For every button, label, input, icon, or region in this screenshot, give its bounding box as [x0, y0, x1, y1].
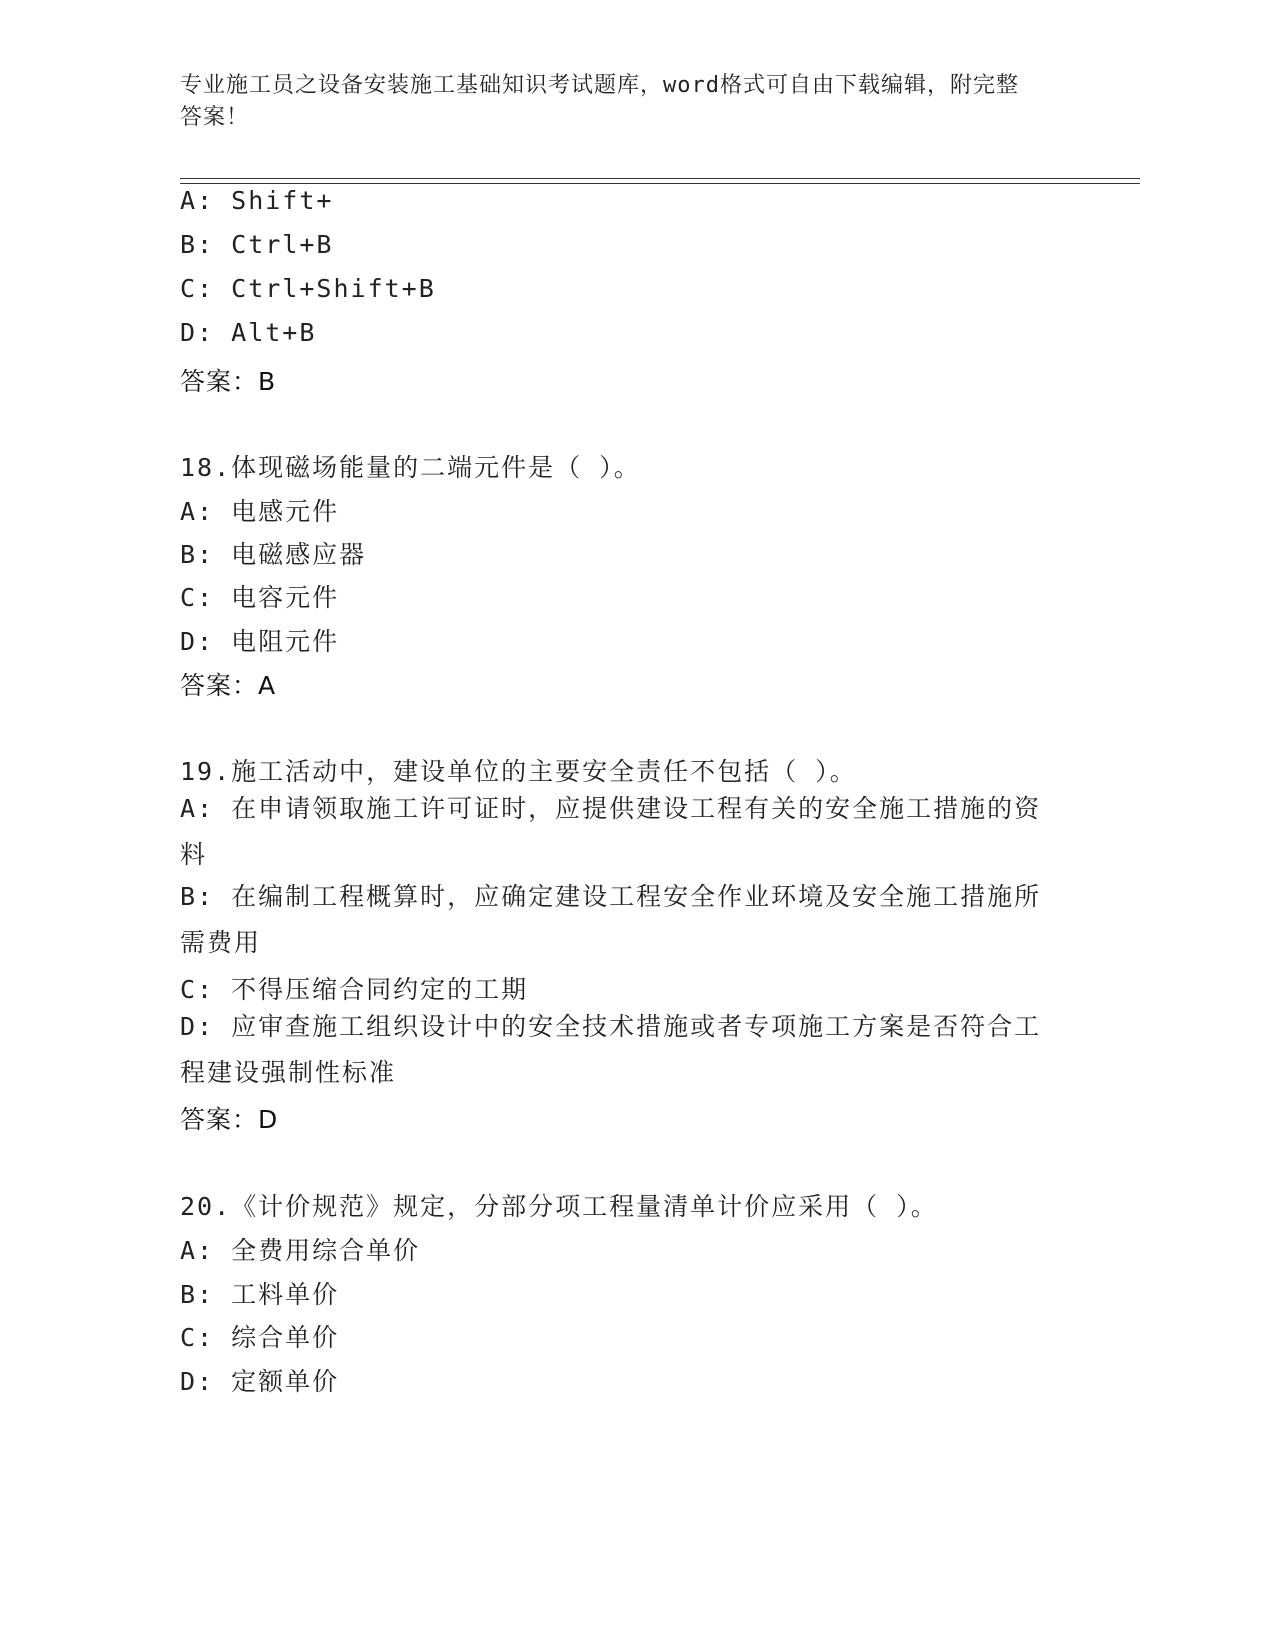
- header-divider-top: [180, 178, 1140, 179]
- q20-option-d: D: 定额单价: [180, 1367, 340, 1396]
- q18-question: 18.体现磁场能量的二端元件是（ ）。: [180, 453, 641, 482]
- q17-option-a: A: Shift+: [180, 186, 334, 215]
- q19-question: 19.施工活动中，建设单位的主要安全责任不包括（ ）。: [180, 757, 857, 786]
- q18-option-c: C: 电容元件: [180, 583, 340, 612]
- document-header: 专业施工员之设备安装施工基础知识考试题库，word格式可自由下载编辑，附完整答案！: [180, 73, 1019, 130]
- q18-option-d: D: 电阻元件: [180, 627, 340, 656]
- q20-option-c: C: 综合单价: [180, 1323, 340, 1352]
- q18-option-b: B: 电磁感应器: [180, 540, 367, 569]
- header-divider-bottom: [180, 183, 1140, 184]
- q20-question: 20.《计价规范》规定，分部分项工程量清单计价应采用（ ）。: [180, 1192, 938, 1221]
- q19-option-b: B: 在编制工程概算时，应确定建设工程安全作业环境及安全施工措施所需费用: [180, 882, 1042, 957]
- q18-answer: 答案：A: [180, 671, 277, 700]
- q19-option-c: C: 不得压缩合同约定的工期: [180, 975, 529, 1004]
- q19-option-d: D: 应审查施工组织设计中的安全技术措施或者专项施工方案是否符合工程建设强制性标准: [180, 1012, 1042, 1087]
- q17-option-c: C: Ctrl+Shift+B: [180, 274, 436, 303]
- q17-option-b: B: Ctrl+B: [180, 230, 334, 259]
- q19-option-a: A: 在申请领取施工许可证时，应提供建设工程有关的安全施工措施的资料: [180, 794, 1042, 869]
- q17-answer: 答案：B: [180, 367, 277, 396]
- q17-option-d: D: Alt+B: [180, 318, 317, 347]
- q20-option-b: B: 工料单价: [180, 1280, 340, 1309]
- q18-option-a: A: 电感元件: [180, 497, 340, 526]
- q19-answer: 答案：D: [180, 1105, 279, 1134]
- q20-option-a: A: 全费用综合单价: [180, 1236, 421, 1265]
